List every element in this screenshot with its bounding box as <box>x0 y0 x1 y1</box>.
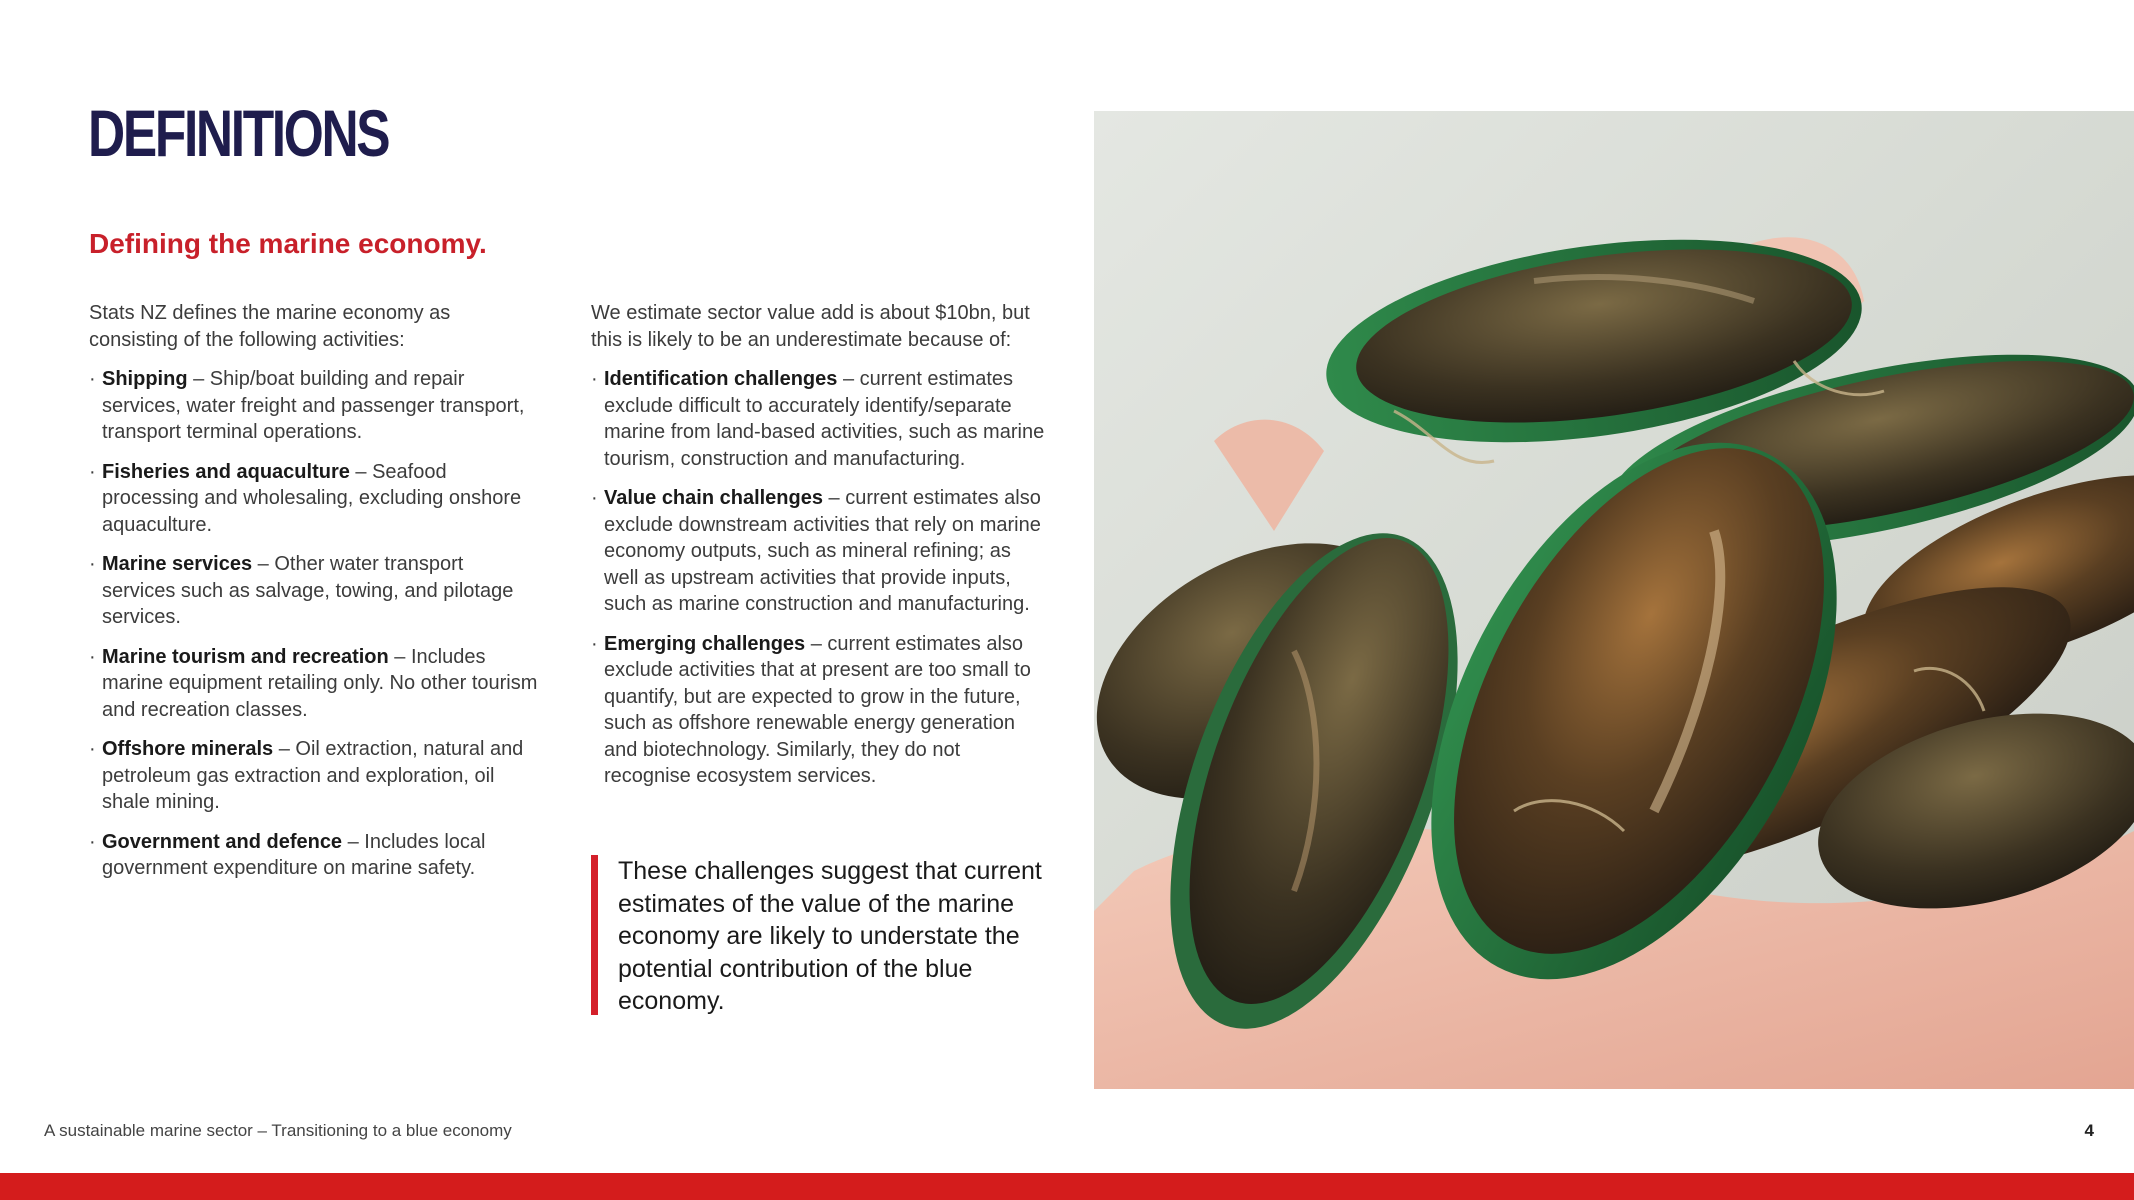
item-desc: – Oil extraction, natural and petroleum gas extraction and exploration, oil shale mining. <box>102 738 524 813</box>
left-column <box>89 300 539 895</box>
item-term: Identification challenges <box>604 368 838 390</box>
item-desc: – Includes marine equipment retailing only. No other tourism and recreation classes. <box>102 645 538 721</box>
list-item: · Marine services – Other water transport services such as salvage, towing, and pilotage services. <box>89 553 514 628</box>
item-term: Marine services <box>102 553 253 575</box>
item-term: Fisheries and aquaculture <box>102 460 350 483</box>
list-item: · Shipping – Ship/boat building and repair services, water freight and passenger transport, transport terminal operations. <box>89 368 525 443</box>
item-desc: – Ship/boat building and repair services, water freight and passenger transport, transport terminal operations. <box>102 368 525 443</box>
middle-intro: We estimate sector value add is about $10bn, but this is likely to be an underestimate because of: <box>591 302 1030 351</box>
item-term: Emerging challenges <box>604 632 806 655</box>
list-item: · Marine tourism and recreation – Includes marine equipment retailing only. No other tourism and recreation classes. <box>89 645 538 721</box>
middle-column <box>591 300 1046 803</box>
challenges-list <box>591 366 1046 790</box>
mussels-photo <box>1094 111 2134 1089</box>
section-subtitle: Defining the marine economy. <box>89 228 487 259</box>
item-desc: – current estimates exclude difficult to accurately identify/separate marine from land-based activities, such as marine tourism, construction and manufacturing. <box>604 368 1045 470</box>
item-term: Government and defence <box>102 830 343 853</box>
list-item: · Fisheries and aquaculture – Seafood processing and wholesaling, excluding onshore aquaculture. <box>89 460 522 536</box>
list-item: · Identification challenges – current estimates exclude difficult to accurately identify/separate marine from land-based activities, such as marine tourism, construction and manufacturing. <box>591 368 1045 470</box>
item-term: Marine tourism and recreation <box>102 645 389 668</box>
activities-list <box>89 366 539 882</box>
page-title: DEFINITIONS <box>88 96 389 170</box>
list-item: · Offshore minerals – Oil extraction, natural and petroleum gas extraction and exploration, oil shale mining. <box>89 738 524 813</box>
list-item: · Government and defence – Includes local government expenditure on marine safety. <box>89 830 486 879</box>
callout-quote <box>591 855 1043 1015</box>
page-number: 4 <box>2084 1121 2094 1140</box>
item-desc: – Other water transport services such as salvage, towing, and pilotage services. <box>102 553 514 628</box>
list-item: · Value chain challenges – current estimates also exclude downstream activities that rely on marine economy outputs, such as mineral refining; as well as upstream activities that provide inputs, such as marine construction and manufacturing. <box>591 487 1041 615</box>
item-desc: – Seafood processing and wholesaling, excluding onshore aquaculture. <box>102 460 522 536</box>
item-term: Value chain challenges <box>604 487 823 509</box>
item-term: Offshore minerals <box>102 738 274 760</box>
item-desc: – current estimates also exclude downstream activities that rely on marine economy outputs, such as mineral refining; as well as upstream activities that provide inputs, such as marine construction and manufacturing. <box>604 487 1041 615</box>
item-term: Shipping <box>102 368 188 390</box>
list-item: · Emerging challenges – current estimates also exclude activities that at present are too small to quantify, but are expected to grow in the future, such as offshore renewable energy generation and biotechnology. Similarly, they do not recognise ecosystem services. <box>591 632 1031 787</box>
item-desc: – current estimates also exclude activities that at present are too small to quantify, but are expected to grow in the future, such as offshore renewable energy generation and biotechnology. Similarly, they do not recognise ecosystem services. <box>604 632 1031 787</box>
left-intro: Stats NZ defines the marine economy as consisting of the following activities: <box>89 302 451 351</box>
footer-text: A sustainable marine sector – Transitioning to a blue economy <box>44 1121 512 1140</box>
callout-text: These challenges suggest that current estimates of the value of the marine economy are likely to understate the potential contribution of the blue economy. <box>618 857 1042 1015</box>
item-desc: – Includes local government expenditure on marine safety. <box>102 830 486 879</box>
footer-bar <box>0 1173 2134 1200</box>
